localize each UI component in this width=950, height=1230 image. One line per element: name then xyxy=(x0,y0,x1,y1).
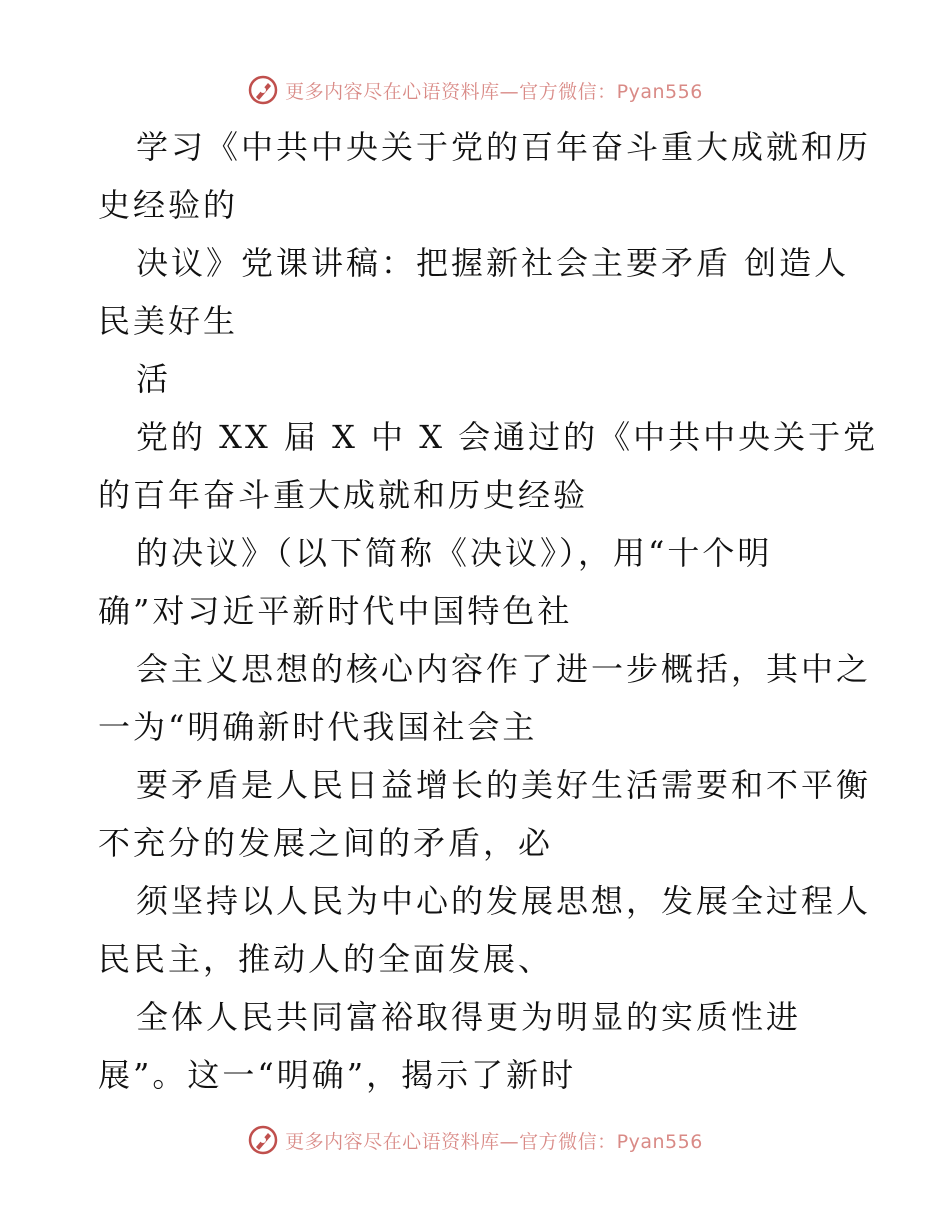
line-text: 的决议》（以下简称《决议》），用“十个明 xyxy=(136,534,773,572)
line-text: 全体人民共同富裕取得更为明显的实质性进 xyxy=(136,998,802,1036)
pen-seal-icon xyxy=(247,1124,279,1156)
document-line xyxy=(98,582,858,640)
line-text: 民民主，推动人的全面发展、 xyxy=(98,940,554,978)
document-line xyxy=(98,118,872,176)
header-watermark xyxy=(0,70,950,110)
line-text: 活 xyxy=(136,360,172,398)
line-text: 决议》党课讲稿：把握新社会主要矛盾 创造人 xyxy=(136,244,850,282)
document-line xyxy=(98,524,858,582)
watermark-text: 更多内容尽在心语资料库—官方微信：Pyan556 xyxy=(285,80,703,103)
document-line xyxy=(98,176,858,234)
pen-seal-icon xyxy=(247,74,279,106)
document-line xyxy=(98,988,858,1046)
line-text: 要矛盾是人民日益增长的美好生活需要和不平衡 xyxy=(136,766,872,804)
document-line xyxy=(98,640,872,698)
line-text: 会主义思想的核心内容作了进一步概括，其中之 xyxy=(136,650,872,688)
document-line xyxy=(98,756,872,814)
footer-watermark xyxy=(0,1120,950,1160)
document-line xyxy=(98,698,858,756)
document-line xyxy=(98,1046,858,1104)
line-text: 民美好生 xyxy=(98,302,239,340)
document-line xyxy=(98,872,872,930)
line-text: 史经验的 xyxy=(98,186,239,224)
line-text: 学习《中共中央关于党的百年奋斗重大成就和历 xyxy=(136,128,872,166)
line-text: 展”。这一“明确”，揭示了新时 xyxy=(98,1056,577,1094)
watermark-text: 更多内容尽在心语资料库—官方微信：Pyan556 xyxy=(285,1130,703,1153)
document-line xyxy=(98,408,879,466)
document-line xyxy=(98,930,858,988)
line-text: 确”对习近平新时代中国特色社 xyxy=(98,592,573,630)
document-body xyxy=(98,118,879,1104)
line-text: 一为“明确新时代我国社会主 xyxy=(98,708,538,746)
line-text: 不充分的发展之间的矛盾，必 xyxy=(98,824,554,862)
line-text: 的百年奋斗重大成就和历史经验 xyxy=(98,476,589,514)
document-line xyxy=(98,292,858,350)
document-line xyxy=(98,234,858,292)
document-line xyxy=(98,466,858,524)
document-line xyxy=(98,814,858,872)
line-text: 须坚持以人民为中心的发展思想，发展全过程人 xyxy=(136,882,872,920)
line-text: 党的 XX 届 X 中 X 会通过的《中共中央关于党 xyxy=(136,418,879,456)
document-line xyxy=(98,350,858,408)
